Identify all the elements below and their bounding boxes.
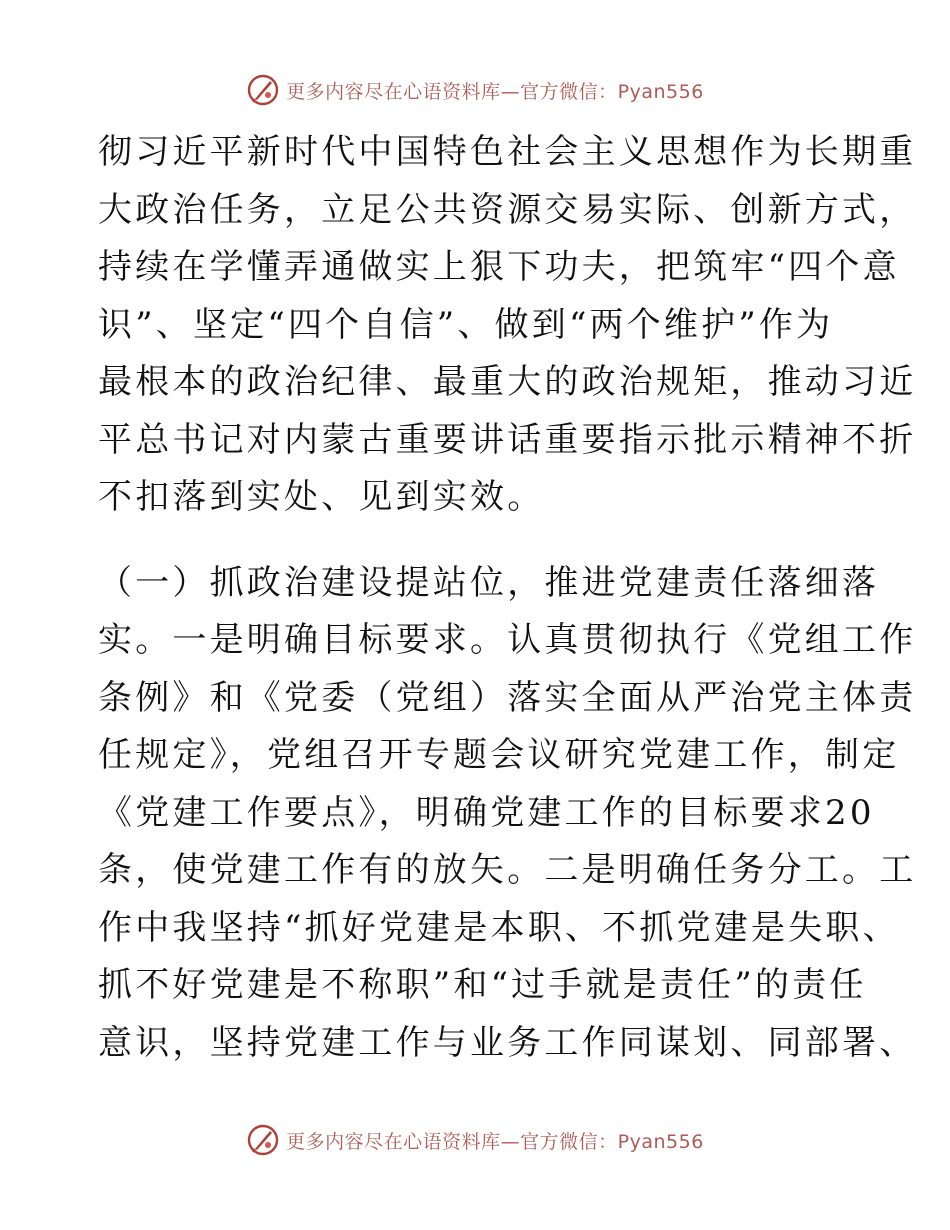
text-line: 条，使党建工作有的放矢。二是明确任务分工。工 xyxy=(98,850,917,890)
text-line: 不扣落到实处、见到实效。 xyxy=(98,477,545,517)
text-line: 《党建工作要点》，明确党建工作的目标要求20 xyxy=(98,792,875,833)
footer-watermark xyxy=(0,1120,950,1160)
text-line: 平总书记对内蒙古重要讲话重要指示批示精神不折 xyxy=(98,419,917,460)
text-line: 识”、坚定“四个自信”、做到“两个维护”作为 xyxy=(98,304,834,345)
feather-pen-logo-icon xyxy=(246,1123,280,1157)
text-line: 最根本的政治纪律、最重大的政治规矩，推动习近 xyxy=(98,362,917,402)
text-line: 条例》和《党委（党组）落实全面从严治党主体责 xyxy=(98,677,917,718)
watermark-text: 更多内容尽在心语资料库—官方微信：Pyan556 xyxy=(286,1130,704,1153)
feather-pen-logo-icon xyxy=(246,73,280,107)
text-line: 实。一是明确目标要求。认真贯彻执行《党组工作 xyxy=(98,620,917,660)
text-line: 意识，坚持党建工作与业务工作同谋划、同部署、 xyxy=(98,1022,917,1063)
text-line: 抓不好党建是不称职”和“过手就是责任”的责任 xyxy=(98,965,867,1005)
text-line: 大政治任务，立足公共资源交易实际、创新方式， xyxy=(98,189,917,230)
paragraph-gap xyxy=(98,527,858,555)
paragraph xyxy=(98,124,917,527)
header-watermark xyxy=(0,70,950,110)
text-line: 作中我坚持“抓好党建是本职、不抓党建是失职、 xyxy=(98,907,900,948)
text-line: 任规定》，党组召开专题会议研究党建工作，制定 xyxy=(98,735,900,775)
watermark-text: 更多内容尽在心语资料库—官方微信：Pyan556 xyxy=(286,80,704,103)
text-line: 持续在学懂弄通做实上狠下功夫，把筑牢“四个意 xyxy=(98,247,900,287)
paragraph xyxy=(98,555,917,1073)
text-line: （一）抓政治建设提站位，推进党建责任落细落 xyxy=(98,562,880,603)
text-line: 彻习近平新时代中国特色社会主义思想作为长期重 xyxy=(98,132,917,172)
document-body xyxy=(98,124,917,1072)
